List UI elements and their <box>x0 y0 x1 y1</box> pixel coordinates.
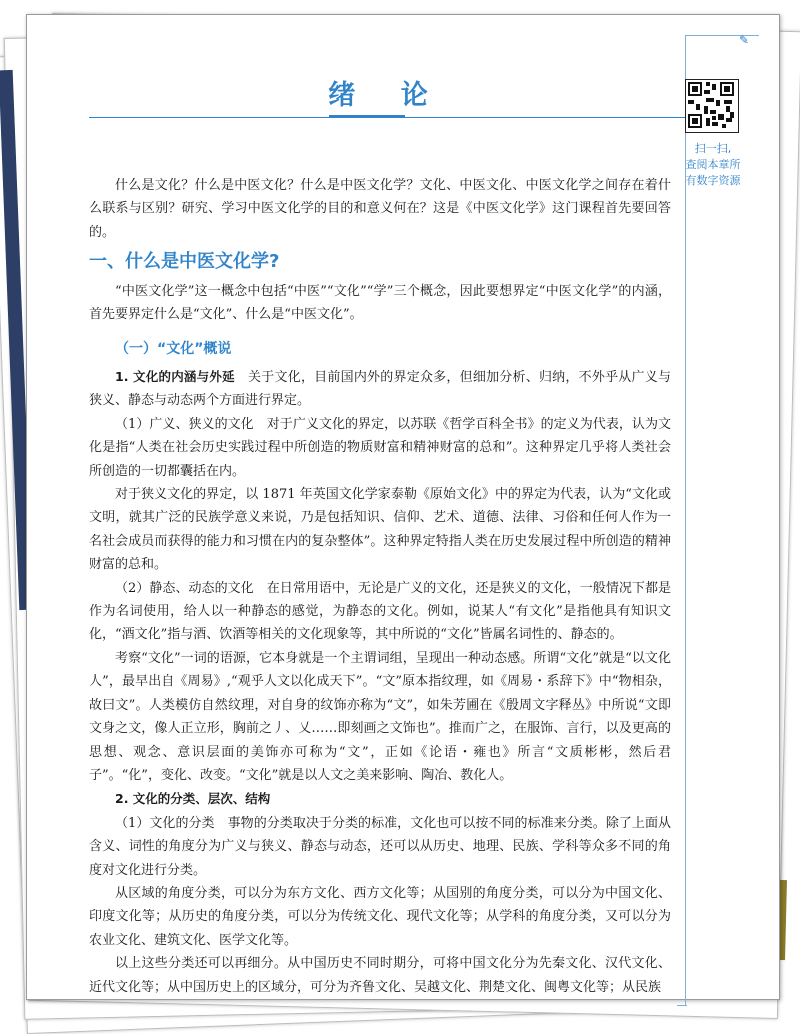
paragraph-1-label: 1. 文化的内涵与外延 <box>115 369 235 384</box>
chapter-title: 绪 论 <box>328 80 446 111</box>
intro-text: 什么是文化？什么是中医文化？什么是中医文化学？文化、中医文化、中医文化学之间存在着什么联系与区别？研究、学习中医文化学的目的和意义何在？这是《中医文化学》这门课程首先要回答的。 <box>89 178 671 240</box>
paragraph-7: （1）文化的分类 事物的分类取决于分类的标准，文化也可以按不同的标准来分类。除了上面从含义、词性的角度分为广义与狭义、静态与动态，还可以从历史、地理、民族、学科等众多不同的角度对文化进行分类。 <box>89 815 671 878</box>
section-intro-paragraph <box>89 280 671 327</box>
subsection-heading: （一）“文化”概说 <box>115 341 232 357</box>
paragraph-6 <box>89 787 671 811</box>
pencil-icon: ✎ <box>739 33 750 47</box>
qr-caption-line-2: 查阅本章所 <box>685 158 741 171</box>
paragraph-1-text: 关于文化，目前国内外的界定众多，但细加分析、归纳，不外乎从广义与狭义、静态与动态两个方面进行界定。 <box>89 370 671 409</box>
section-heading: 一、什么是中医文化学? <box>89 251 280 272</box>
qr-caption-line-3: 有数字资源 <box>685 174 741 187</box>
qr-caption-line-1: 扫一扫, <box>694 142 732 155</box>
section-intro-text: “中医文化学”这一概念中包括“中医”“文化”“学”三个概念，因此要想界定“中医文化学”的内涵，首先要界定什么是“文化”、什么是“中医文化”。 <box>89 284 671 323</box>
main-body <box>89 365 671 999</box>
paragraph-9: 以上这些分类还可以再细分。从中国历史不同时期分，可将中国文化分为先秦文化、汉代文化、近代文化等；从中国历史上的区域分，可分为齐鲁文化、吴越文化、荆楚文化、闽粤文化等；从民族 <box>89 956 671 995</box>
margin-line-bottom <box>677 1005 687 1006</box>
paragraph-4: （2）静态、动态的文化 在日常用语中，无论是广义的文化，还是狭义的文化，一般情况下都是作为名词使用，给人以一种静态的感觉，为静态的文化。例如，说某人“有文化”是指他具有知识文化，“酒文化”指与酒、饮酒等相关的文化现象等，其中所说的“文化”皆属名词性的、静态的。 <box>89 580 671 643</box>
paragraph-8: 从区域的角度分类，可以分为东方文化、西方文化等；从国别的角度分类，可以分为中国文化、印度文化等；从历史的角度分类，可以分为传统文化、现代文化等；从学科的角度分类，又可以分为农业文化、建筑文化、医学文化等。 <box>89 885 671 948</box>
paragraph-1 <box>89 365 671 413</box>
qr-caption <box>677 141 749 189</box>
qr-code-icon[interactable] <box>685 79 739 133</box>
paragraph-5: 考察“文化”一词的语源，它本身就是一个主谓词组，呈现出一种动态感。所谓“文化”就是“以文化人”，最早出自《周易》,“观乎人文以化成天下”。“文”原本指纹理，如《周易・系辞下》中“物相杂，故曰文”。人类模仿自然纹理，对自身的纹饰亦称为“文”，如朱芳圃在《殷周文字释丛》中所说“文即文身之文，像人正立形，胸前之丿、乂……即刻画之文饰也”。推而广之，在服饰、言行，以及更高的思想、观念、意识层面的美饰亦可称为“文”，正如《论语・雍也》所言“文质彬彬，然后君子”。“化”，变化、改变。“文化”就是以人文之美来影响、陶冶、教化人。 <box>89 650 671 783</box>
intro-paragraph <box>89 174 671 244</box>
title-rule-accent <box>329 115 405 118</box>
paragraph-2: （1）广义、狭义的文化 对于广义文化的界定，以苏联《哲学百科全书》的定义为代表，认为文化是指“人类在社会历史实践过程中所创造的物质财富和精神财富的总和”。这种界定几乎将人类社会所创造的一切都囊括在内。 <box>89 416 671 479</box>
paragraph-6-label: 2. 文化的分类、层次、结构 <box>115 791 271 807</box>
paragraph-3: 对于狭义文化的界定，以 1871 年英国文化学家泰勒《原始文化》中的界定为代表，认为“文化或文明，就其广泛的民族学意义来说，乃是包括知识、信仰、艺术、道德、法律、习俗和任何人作为一名社会成员而获得的能力和习惯在内的复杂整体”。这种界定特指人类在历史发展过程中所创造的精神财富的总和。 <box>89 487 671 573</box>
book-page <box>26 14 780 1000</box>
